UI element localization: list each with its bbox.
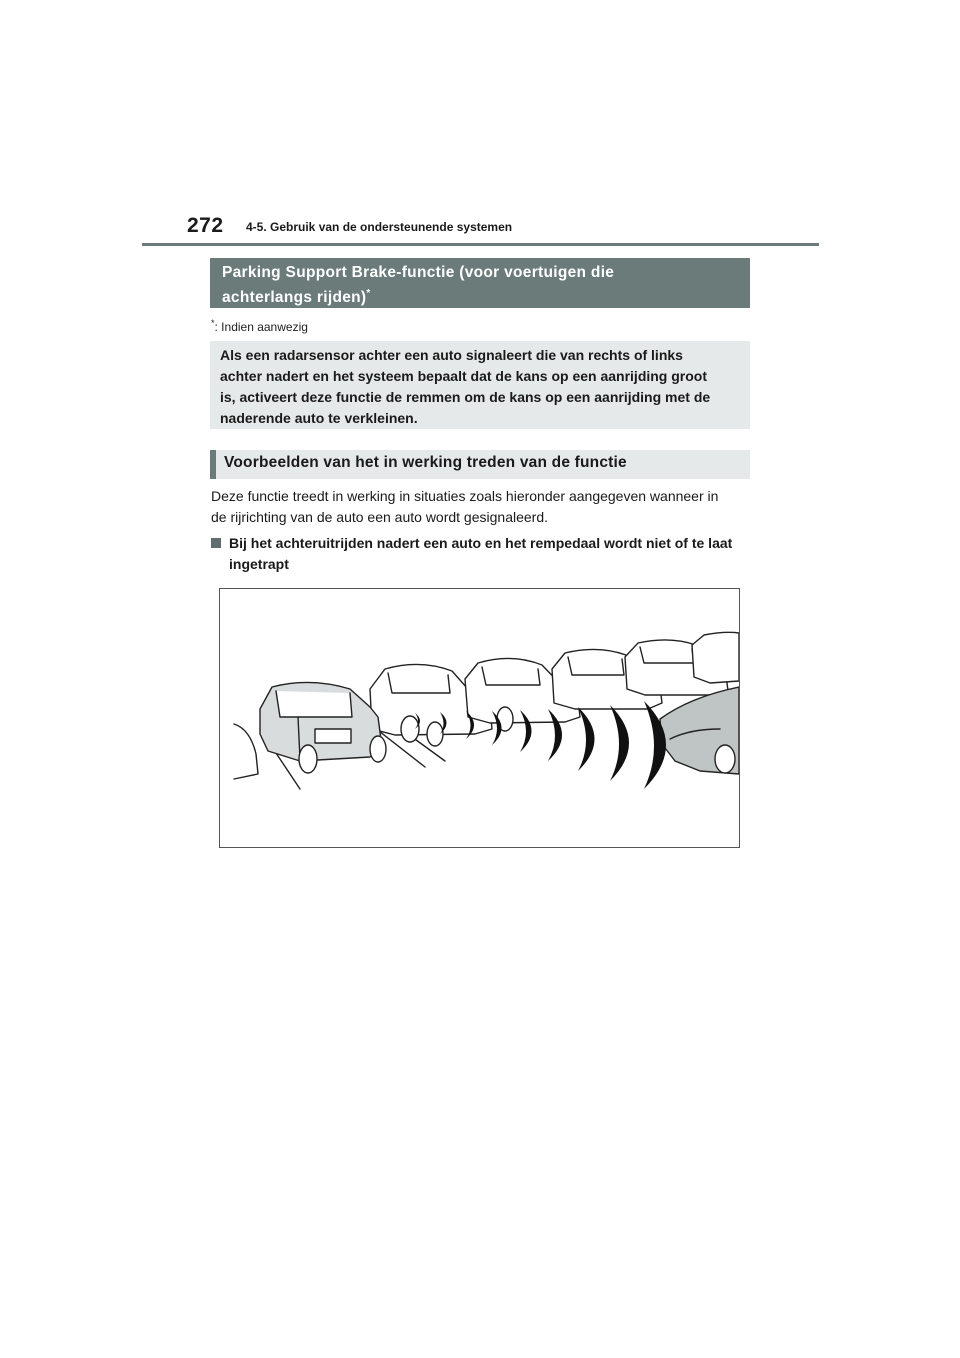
parked-car	[692, 632, 739, 683]
intro-line: achter nadert en het systeem bepaalt dat de kans op een aanrijding groot	[220, 368, 708, 384]
title-footnote-marker: *	[366, 288, 371, 299]
radar-wave	[644, 701, 666, 789]
own-car	[260, 682, 386, 773]
header-rule	[142, 243, 819, 246]
left-partial-car	[234, 724, 258, 779]
bullet-item	[211, 533, 751, 575]
body-line: de rijrichting van de auto een auto wordt gesignaleerd.	[211, 509, 548, 525]
intro-line: Als een radarsensor achter een auto signaleert die van rechts of links	[220, 347, 683, 363]
radar-wave	[610, 705, 629, 781]
body-paragraph	[211, 486, 751, 528]
bullet-line-2: ingetrapt	[229, 556, 289, 572]
bullet-square-icon	[211, 538, 221, 548]
intro-box	[210, 341, 750, 429]
body-line: Deze functie treedt in werking in situaties zoals hieronder aangegeven wanneer in	[211, 488, 719, 504]
section-label: 4-5. Gebruik van de ondersteunende systemen	[246, 220, 513, 234]
title-line-2: achterlangs rijden)	[222, 289, 367, 307]
parking-illustration	[220, 589, 739, 847]
footnote-marker: *	[211, 318, 215, 328]
footnote	[211, 318, 308, 334]
approaching-car	[660, 687, 739, 774]
subheading: Voorbeelden van het in werking treden van de functie	[210, 450, 750, 479]
intro-line: naderende auto te verkleinen.	[220, 410, 418, 426]
footnote-text: : Indien aanwezig	[214, 320, 308, 334]
title-line-1: Parking Support Brake-functie (voor voertuigen die	[222, 264, 615, 281]
section-title	[210, 258, 750, 308]
intro-line: is, activeert deze functie de remmen om de kans op een aanrijding met de	[220, 389, 711, 405]
page-number: 272	[187, 214, 224, 237]
bullet-line-1: Bij het achteruitrijden nadert een auto en het rempedaal wordt niet of te laat	[229, 535, 733, 551]
illustration-frame	[219, 588, 740, 848]
